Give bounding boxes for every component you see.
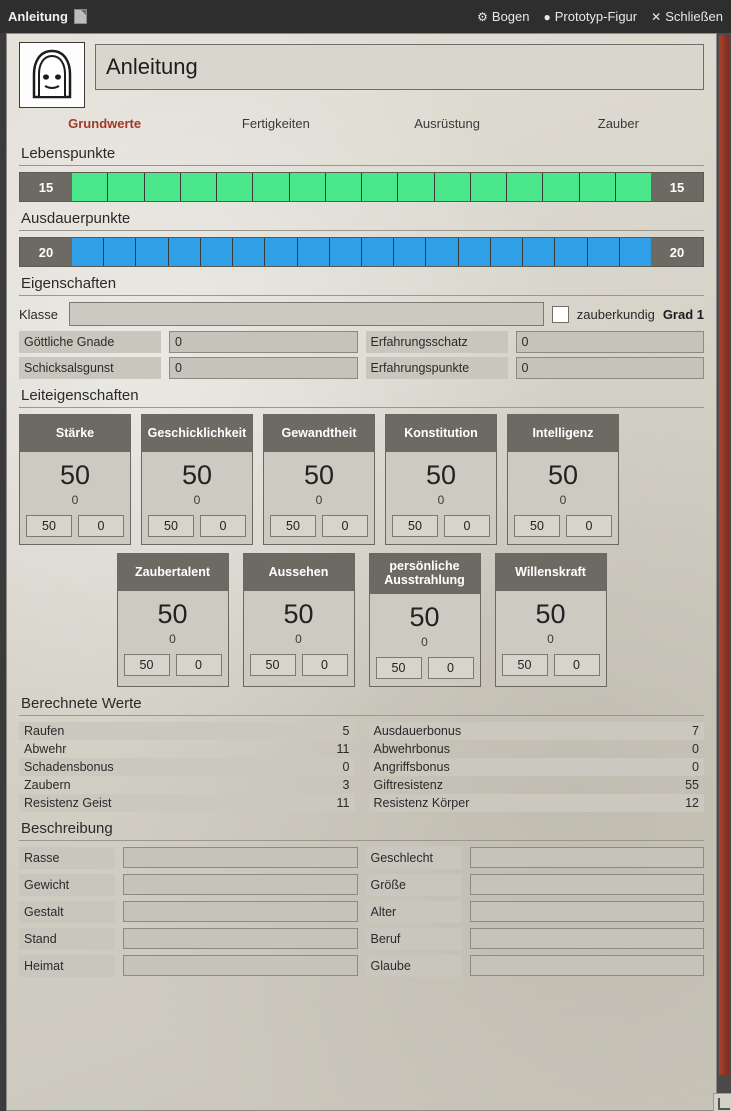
- calc-value: 11: [336, 795, 350, 810]
- hp-cell[interactable]: [616, 173, 651, 201]
- sp-cell[interactable]: [201, 238, 233, 266]
- character-name-input[interactable]: [95, 44, 704, 90]
- calc-row: [369, 776, 705, 794]
- hp-cell[interactable]: [145, 173, 181, 201]
- card-footer: [508, 515, 618, 544]
- portrait-avatar[interactable]: [19, 42, 85, 108]
- prototyp-figur-label: Prototyp-Figur: [554, 9, 638, 24]
- sp-cell[interactable]: [72, 238, 104, 266]
- card-main-value: 50: [303, 460, 335, 490]
- goettliche-gnade-value[interactable]: 0: [169, 331, 358, 353]
- card-sub-value: 0: [295, 632, 302, 646]
- window-title: Anleitung: [8, 9, 68, 24]
- klasse-row: [19, 302, 704, 326]
- hp-cell[interactable]: [108, 173, 144, 201]
- attribute-card-zaubertalent: [117, 553, 229, 687]
- card-mini-2[interactable]: 0: [78, 515, 124, 537]
- calc-value: 0: [342, 759, 350, 774]
- schicksalsgunst-value[interactable]: 0: [169, 357, 358, 379]
- sp-cell[interactable]: [588, 238, 620, 266]
- card-main-value: 50: [283, 599, 314, 629]
- card-mini-1[interactable]: 50: [148, 515, 194, 537]
- close-icon: ✕: [651, 9, 662, 24]
- calc-row: [369, 758, 705, 776]
- divider: [19, 407, 704, 408]
- calc-row: [369, 740, 705, 758]
- card-title: Konstitution: [386, 415, 496, 452]
- stand-label: Stand: [19, 928, 115, 950]
- card-main-value: 50: [535, 599, 566, 629]
- card-title: Intelligenz: [508, 415, 618, 452]
- calc-row: [19, 722, 355, 740]
- card-sub-value: 0: [559, 493, 567, 507]
- attribute-card-konstitution: [385, 414, 497, 545]
- attribute-card-geschicklichkeit: [141, 414, 253, 545]
- erfahrungsschatz-label: Erfahrungsschatz: [366, 331, 508, 353]
- hp-cell[interactable]: [398, 173, 434, 201]
- tab-fertigkeiten[interactable]: Fertigkeiten: [241, 116, 310, 131]
- card-mini-1[interactable]: 50: [392, 515, 438, 537]
- lebenspunkte-cells[interactable]: [72, 173, 651, 201]
- card-main-value: 50: [181, 460, 213, 490]
- card-mini-1[interactable]: 50: [514, 515, 560, 537]
- zauberkundig-checkbox[interactable]: [552, 306, 569, 323]
- section-title-beschreibung: Beschreibung: [21, 819, 113, 837]
- card-main-value: 50: [59, 460, 91, 490]
- hooded-figure-icon: [25, 47, 79, 103]
- heimat-input[interactable]: [123, 955, 358, 976]
- sp-cell[interactable]: [169, 238, 201, 266]
- alter-label: Alter: [366, 901, 462, 923]
- erfahrungsschatz-value[interactable]: 0: [516, 331, 705, 353]
- klasse-label: Klasse: [19, 306, 59, 322]
- leiteigenschaften-row-2: [19, 553, 704, 687]
- card-footer: [142, 515, 252, 544]
- card-main-value: 50: [157, 599, 188, 629]
- zauberkundig-label: zauberkundig: [576, 306, 655, 322]
- calc-label: Resistenz Geist: [24, 795, 112, 810]
- section-title-ausdauerpunkte: Ausdauerpunkte: [21, 210, 131, 227]
- card-sub-value: 0: [421, 634, 428, 649]
- ausdauerpunkte-left-value: 20: [20, 238, 72, 266]
- title-bar-actions: [477, 9, 723, 24]
- hp-cell[interactable]: [72, 173, 108, 201]
- hp-cell[interactable]: [253, 173, 289, 201]
- card-mini-1[interactable]: 50: [502, 654, 548, 676]
- card-mini-2[interactable]: 0: [200, 515, 246, 537]
- card-mini-2[interactable]: 0: [444, 515, 490, 537]
- rasse-label: Rasse: [19, 847, 115, 869]
- character-sheet: [6, 33, 717, 1111]
- gear-icon: ⚙: [477, 9, 488, 24]
- heimat-label: Heimat: [19, 955, 115, 977]
- geschlecht-input[interactable]: [470, 847, 705, 868]
- card-sub-value: 0: [193, 493, 201, 507]
- card-sub-value: 0: [547, 632, 554, 646]
- card-title: Gewandtheit: [264, 415, 374, 452]
- attribute-card-intelligenz: [507, 414, 619, 545]
- bogen-label: Bogen: [491, 9, 530, 24]
- sp-cell[interactable]: [523, 238, 555, 266]
- sp-cell[interactable]: [136, 238, 168, 266]
- bogen-button[interactable]: [477, 9, 529, 24]
- calc-label: Abwehr: [24, 741, 67, 756]
- lebenspunkte-left-value: 15: [20, 173, 72, 201]
- hp-cell[interactable]: [217, 173, 253, 201]
- title-bar-left: [8, 9, 87, 24]
- calc-label: Abwehrbonus: [373, 741, 450, 756]
- card-title: Geschicklichkeit: [142, 415, 252, 452]
- divider: [19, 840, 704, 841]
- hp-cell[interactable]: [435, 173, 471, 201]
- calc-label: Raufen: [24, 723, 65, 738]
- calc-value: 3: [342, 777, 350, 792]
- sp-cell[interactable]: [620, 238, 651, 266]
- document-icon: [74, 9, 87, 24]
- card-title: persönliche Ausstrahlung: [370, 554, 480, 594]
- beruf-input[interactable]: [470, 928, 705, 949]
- sheet-header: [19, 42, 704, 108]
- sp-cell[interactable]: [394, 238, 426, 266]
- card-mini-2[interactable]: 0: [302, 654, 348, 676]
- divider: [19, 715, 704, 716]
- geschlecht-label: Geschlecht: [366, 847, 462, 869]
- gestalt-input[interactable]: [123, 901, 358, 922]
- gewicht-label: Gewicht: [19, 874, 115, 896]
- goettliche-gnade-label: Göttliche Gnade: [19, 331, 161, 353]
- calc-row: [19, 794, 355, 812]
- calc-value: 5: [342, 723, 350, 738]
- klasse-input[interactable]: [69, 302, 544, 326]
- hp-cell[interactable]: [543, 173, 579, 201]
- vertical-scrollbar[interactable]: [717, 33, 731, 1111]
- hp-cell[interactable]: [362, 173, 398, 201]
- card-mini-2[interactable]: 0: [176, 654, 222, 676]
- card-footer: [244, 654, 354, 683]
- card-mini-1[interactable]: 50: [124, 654, 170, 676]
- divider: [19, 295, 704, 296]
- berechnete-werte-grid: [19, 722, 704, 812]
- card-title: Aussehen: [244, 554, 354, 591]
- section-title-eigenschaften: Eigenschaften: [21, 275, 117, 292]
- prototyp-figur-button[interactable]: [544, 9, 638, 24]
- sp-cell[interactable]: [362, 238, 394, 266]
- hp-cell[interactable]: [507, 173, 543, 201]
- calc-value: 55: [685, 777, 699, 792]
- card-mini-1[interactable]: 50: [26, 515, 72, 537]
- card-mini-1[interactable]: 50: [376, 657, 422, 679]
- sp-cell[interactable]: [426, 238, 458, 266]
- gewicht-input[interactable]: [123, 874, 358, 895]
- calc-label: Zaubern: [24, 777, 71, 792]
- hp-cell[interactable]: [471, 173, 507, 201]
- calc-row: [19, 758, 355, 776]
- section-title-leiteigenschaften: Leiteigenschaften: [21, 387, 139, 404]
- card-mini-2[interactable]: 0: [554, 654, 600, 676]
- rasse-input[interactable]: [123, 847, 358, 868]
- card-sub-value: 0: [315, 493, 323, 507]
- calc-label: Angriffsbonus: [373, 759, 450, 774]
- groesse-label: Größe: [366, 874, 462, 896]
- card-footer: [370, 657, 480, 686]
- card-main-value: 50: [547, 460, 579, 490]
- attribute-card-persoenliche-ausstrahlung: [369, 553, 481, 687]
- calc-label: Ausdauerbonus: [373, 723, 462, 738]
- sp-cell[interactable]: [265, 238, 297, 266]
- sp-cell[interactable]: [555, 238, 587, 266]
- ausdauerpunkte-right-value: 20: [651, 238, 703, 266]
- leiteigenschaften-row-1: [19, 414, 704, 545]
- card-sub-value: 0: [437, 493, 445, 507]
- beruf-label: Beruf: [366, 928, 462, 950]
- calc-row: [369, 722, 705, 740]
- gestalt-label: Gestalt: [19, 901, 115, 923]
- alter-input[interactable]: [470, 901, 705, 922]
- hp-cell[interactable]: [326, 173, 362, 201]
- tab-zauber[interactable]: Zauber: [597, 116, 639, 131]
- card-mini-2[interactable]: 0: [322, 515, 368, 537]
- scrollbar-thumb[interactable]: [719, 35, 729, 1075]
- hp-cell[interactable]: [580, 173, 616, 201]
- card-mini-1[interactable]: 50: [270, 515, 316, 537]
- sp-cell[interactable]: [491, 238, 523, 266]
- calc-value: 7: [692, 723, 699, 738]
- sp-cell[interactable]: [298, 238, 330, 266]
- sheet-tabs: [19, 112, 704, 137]
- calc-value: 12: [685, 795, 699, 810]
- card-main-value: 50: [425, 460, 457, 490]
- tab-ausruestung[interactable]: Ausrüstung: [414, 116, 480, 131]
- calc-label: Schadensbonus: [24, 759, 114, 774]
- groesse-input[interactable]: [470, 874, 705, 895]
- hp-cell[interactable]: [181, 173, 217, 201]
- ausdauerpunkte-cells[interactable]: [72, 238, 651, 266]
- lebenspunkte-right-value: 15: [651, 173, 703, 201]
- attribute-card-staerke: [19, 414, 131, 545]
- eigenschaften-grid: [19, 331, 704, 379]
- stand-input[interactable]: [123, 928, 358, 949]
- glaube-input[interactable]: [470, 955, 705, 976]
- calc-label: Giftresistenz: [373, 777, 443, 792]
- card-footer: [264, 515, 374, 544]
- card-sub-value: 0: [169, 632, 176, 646]
- card-mini-1[interactable]: 50: [250, 654, 296, 676]
- resize-grip[interactable]: [713, 1093, 731, 1111]
- beschreibung-grid: [19, 847, 704, 977]
- sp-cell[interactable]: [330, 238, 362, 266]
- title-bar: [0, 0, 731, 33]
- sp-cell[interactable]: [459, 238, 491, 266]
- card-main-value: 50: [409, 601, 440, 632]
- calc-value: 11: [336, 741, 350, 756]
- attribute-card-aussehen: [243, 553, 355, 687]
- sp-cell[interactable]: [233, 238, 265, 266]
- sp-cell[interactable]: [104, 238, 136, 266]
- card-footer: [118, 654, 228, 683]
- divider: [19, 230, 704, 231]
- calc-label: Resistenz Körper: [373, 795, 470, 810]
- erfahrungspunkte-label: Erfahrungspunkte: [366, 357, 508, 379]
- grad-label: Grad 1: [662, 306, 704, 322]
- erfahrungspunkte-value[interactable]: 0: [516, 357, 705, 379]
- card-title: Zaubertalent: [118, 554, 228, 591]
- section-title-lebenspunkte: Lebenspunkte: [21, 145, 116, 162]
- card-mini-2[interactable]: 0: [566, 515, 612, 537]
- card-mini-2[interactable]: 0: [428, 657, 474, 679]
- window-body: [0, 33, 731, 1111]
- lebenspunkte-bar[interactable]: [19, 172, 704, 202]
- calc-row: [19, 740, 355, 758]
- close-button[interactable]: [651, 9, 723, 24]
- card-footer: [20, 515, 130, 544]
- attribute-card-willenskraft: [495, 553, 607, 687]
- section-title-berechnete-werte: Berechnete Werte: [21, 694, 142, 712]
- card-sub-value: 0: [71, 493, 79, 507]
- divider: [19, 165, 704, 166]
- calc-value: 0: [692, 759, 699, 774]
- tab-grundwerte[interactable]: Grundwerte: [68, 116, 142, 131]
- user-icon: ●: [543, 9, 551, 24]
- close-label: Schließen: [665, 9, 723, 24]
- ausdauerpunkte-bar[interactable]: [19, 237, 704, 267]
- card-title: Willenskraft: [496, 554, 606, 591]
- glaube-label: Glaube: [366, 955, 462, 977]
- attribute-card-gewandtheit: [263, 414, 375, 545]
- calc-row: [369, 794, 705, 812]
- schicksalsgunst-label: Schicksalsgunst: [19, 357, 161, 379]
- card-footer: [496, 654, 606, 683]
- calc-row: [19, 776, 355, 794]
- hp-cell[interactable]: [290, 173, 326, 201]
- calc-value: 0: [692, 741, 699, 756]
- card-footer: [386, 515, 496, 544]
- card-title: Stärke: [20, 415, 130, 452]
